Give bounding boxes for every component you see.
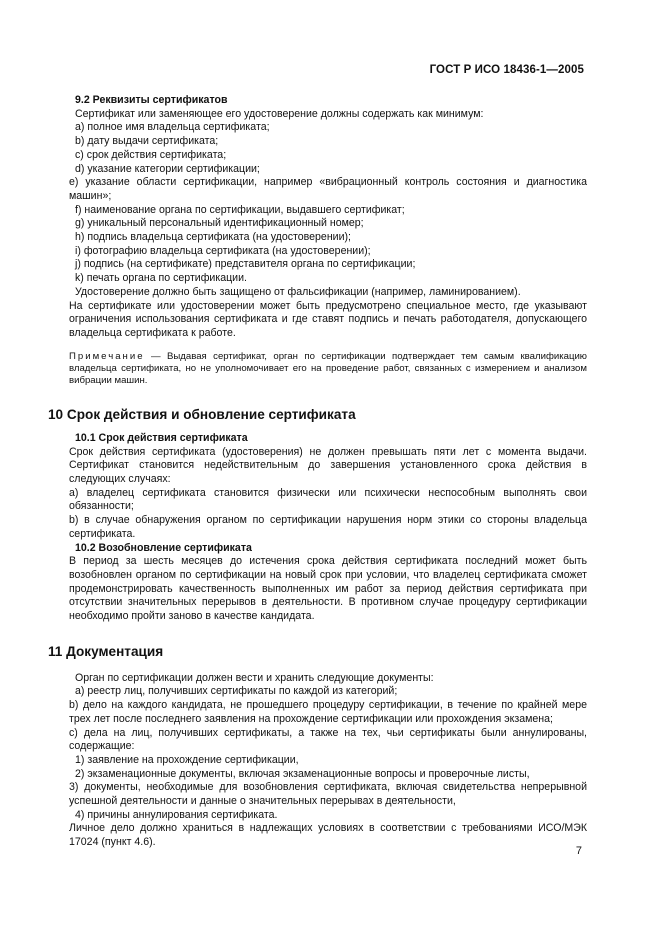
paragraph: Личное дело должно храниться в надлежащих условиях в соответствии с требованиями ИСО/МЭК 17024 (пункт 4.6). xyxy=(69,822,587,849)
list-item: i) фотографию владельца сертификата (на удостоверении); xyxy=(75,244,371,257)
list-subitem: 2) экзаменационные документы, включая экзаменационные вопросы и проверочные листы, xyxy=(75,767,530,780)
list-item: h) подпись владельца сертификата (на удостоверении); xyxy=(75,231,351,244)
list-item: a) реестр лиц, получивших сертификаты по каждой из категорий; xyxy=(75,685,398,698)
document-header: ГОСТ Р ИСО 18436-1—2005 xyxy=(429,64,584,76)
list-item: j) подпись (на сертификате) представителя органа по сертификации; xyxy=(75,258,416,271)
paragraph: На сертификате или удостоверении может быть предусмотрено специальное место, где указывают ограничения использования сертификата и где ставят подпись и печать работодателя, допускающего владельца сертификата к работе. xyxy=(69,299,587,339)
note-label: Примечание xyxy=(69,350,145,362)
list-subitem: 3) документы, необходимые для возобновления сертификата, включая свидетельства непрерывной успешной деятельности и данные о значительных перерывах в деятельности, xyxy=(69,781,587,808)
list-item: k) печать органа по сертификации. xyxy=(75,272,247,285)
paragraph: Удостоверение должно быть защищено от фальсификации (например, ламинированием). xyxy=(75,285,521,298)
note-text: — Выдавая сертификат, орган по сертификации подтверждает тем самым квалификацию владельца сертификата, но не уполномочивает его на проведение работ, связанных с измерением и анализом вибрации машин. xyxy=(69,350,587,387)
list-item: b) в случае обнаружения органом по сертификации нарушения норм этики со стороны владельца сертификата. xyxy=(69,514,587,540)
page-body xyxy=(48,94,587,850)
list-item: g) уникальный персональный идентификационный номер; xyxy=(75,217,364,230)
list-item: a) полное имя владельца сертификата; xyxy=(75,121,270,134)
list-item: f) наименование органа по сертификации, выдавшего сертификат; xyxy=(75,203,405,216)
list-item: e) указание области сертификации, например «вибрационный контроль состояния и диагностика машин»; xyxy=(69,176,587,202)
list-subitem: 4) причины аннулирования сертификата. xyxy=(75,808,278,821)
list-item: a) владелец сертификата становится физически или психически неспособным выполнять свои обязанности; xyxy=(69,486,587,513)
list-item: d) указание категории сертификации; xyxy=(75,162,260,175)
paragraph: Срок действия сертификата (удостоверения) не должен превышать пяти лет с момента выдачи. Сертификат становится недействительным до завершения установленного срока действия в следующих случаях: xyxy=(69,445,587,485)
note xyxy=(69,351,587,388)
section-heading-11: 11 Документация xyxy=(48,643,164,659)
subsection-heading-9-2: 9.2 Реквизиты сертификатов xyxy=(75,94,228,106)
section-heading-10: 10 Срок действия и обновление сертификата xyxy=(48,406,356,422)
list-item: b) дату выдачи сертификата; xyxy=(75,135,219,148)
list-item: c) срок действия сертификата; xyxy=(75,148,227,161)
subsection-heading-10-1: 10.1 Срок действия сертификата xyxy=(75,431,248,444)
list-subitem: 1) заявление на прохождение сертификации, xyxy=(75,753,299,766)
subsection-heading-10-2: 10.2 Возобновление сертификата xyxy=(75,541,252,554)
list-item: c) дела на лиц, получивших сертификаты, а также на тех, чьи сертификаты были аннулированы, содержащие: xyxy=(69,726,587,753)
list-item: b) дело на каждого кандидата, не прошедшего процедуру сертификации, в течение по крайней мере трех лет после последнего заявления на прохождение сертификации или прохождения экзамена; xyxy=(69,699,587,725)
paragraph: В период за шесть месяцев до истечения срока действия сертификата последний может быть возобновлен органом по сертификации на новый срок при условии, что владелец сертификата сможет продемонстрировать качественность выполненных им работ за период действия сертификата при отсутствии значительных перерывов в деятельности. В противном случае процедуру сертификации необходимо пройти заново в качестве кандидата. xyxy=(69,555,587,623)
paragraph: Сертификат или заменяющее его удостоверение должны содержать как минимум: xyxy=(75,107,484,120)
page-number: 7 xyxy=(575,845,582,857)
paragraph: Орган по сертификации должен вести и хранить следующие документы: xyxy=(75,671,434,684)
